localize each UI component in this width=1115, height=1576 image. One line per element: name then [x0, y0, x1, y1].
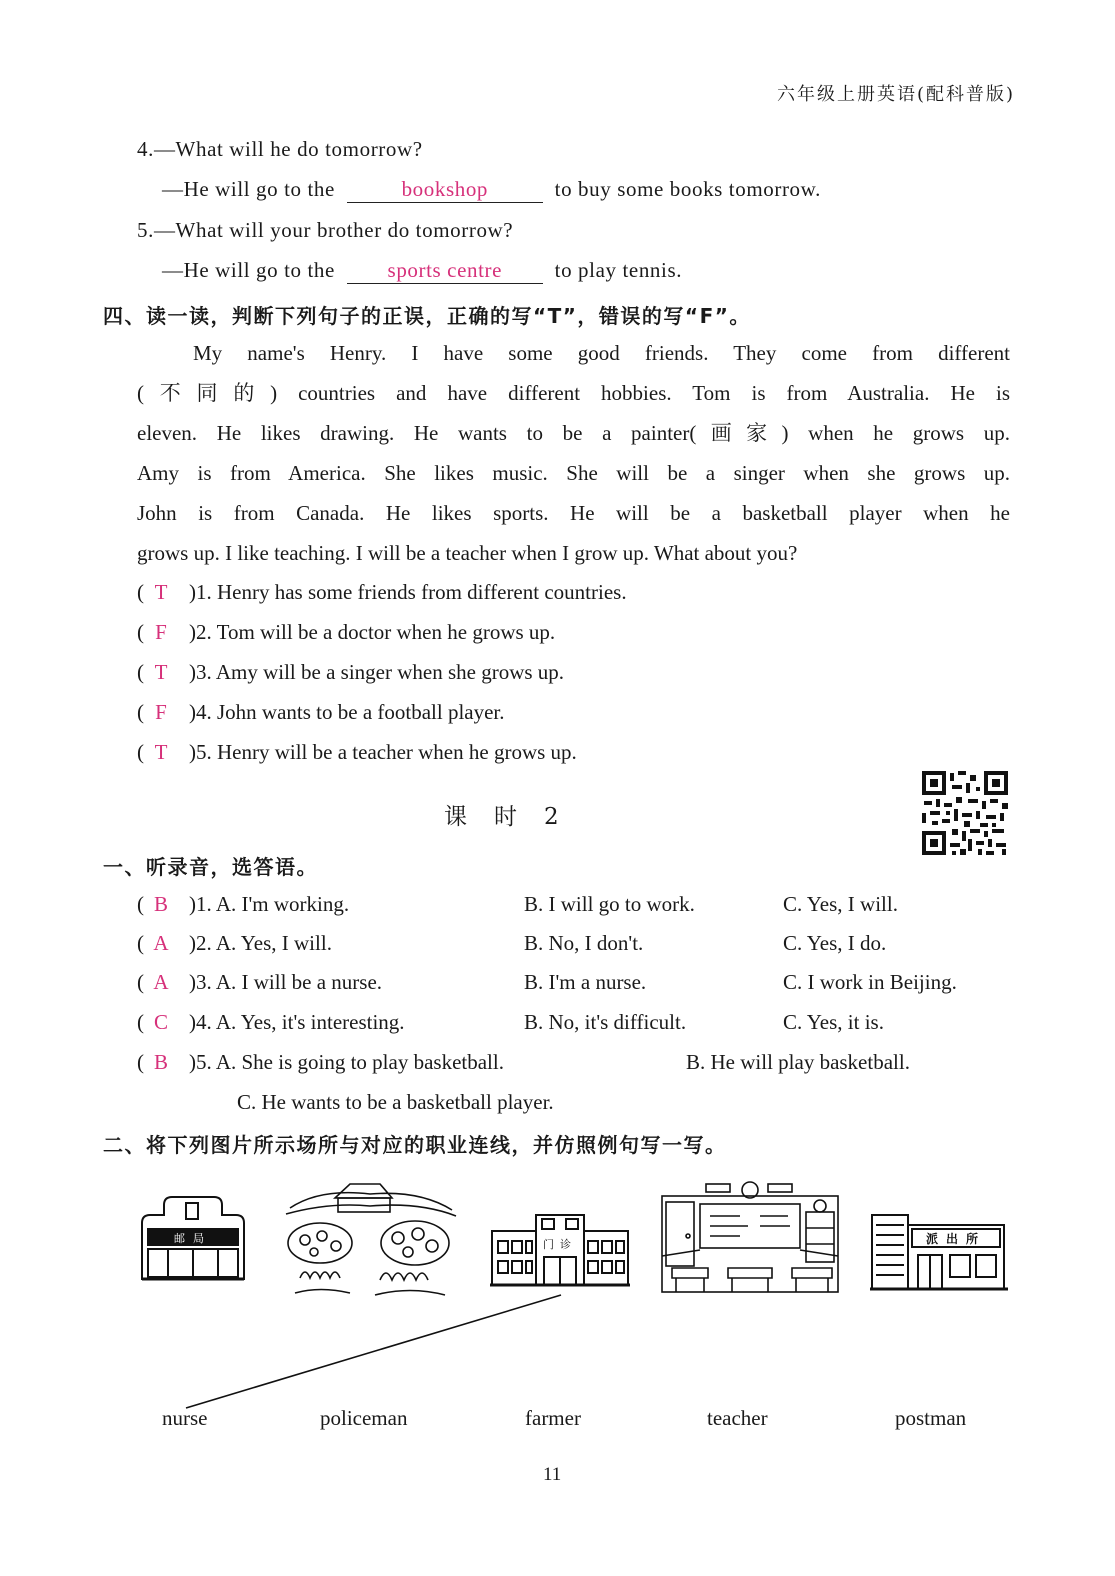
post-office-picture — [138, 1193, 248, 1281]
q5-question: 5.—What will your brother do tomorrow? — [137, 218, 514, 242]
classroom-picture — [660, 1178, 840, 1296]
matching-heading: 二、将下列图片所示场所与对应的职业连线，并仿照例句写一写。 — [103, 1133, 727, 1157]
job-nurse[interactable]: nurse — [162, 1406, 208, 1430]
tf-item-3: ( T )3. Amy will be a singer when she grows up. — [137, 660, 565, 684]
clinic-picture — [490, 1213, 630, 1288]
reading-passage — [137, 333, 1010, 573]
listen-answer: A — [153, 931, 169, 955]
tf-answer: F — [155, 700, 167, 724]
job-policeman[interactable]: policeman — [320, 1406, 408, 1430]
qr-code-icon[interactable] — [920, 769, 1010, 857]
example-match-line — [180, 1290, 570, 1415]
tf-answer: T — [154, 660, 168, 684]
passage-line: (不同的) countries and have different hobbies. Tom is from Australia. He is — [137, 381, 1010, 405]
listen-item-2: ( A )2. A. Yes, I will. B. No, I don't. C. Yes, I do. — [137, 931, 887, 955]
listen-answer: B — [153, 1050, 168, 1074]
tf-answer: F — [155, 620, 167, 644]
post-office-sign: 邮局 — [174, 1232, 212, 1245]
listen-item-5-option-c: C. He wants to be a basketball player. — [237, 1090, 554, 1114]
tf-answer: T — [154, 580, 168, 604]
listen-answer: B — [153, 892, 168, 916]
tf-item-5: ( T )5. Henry will be a teacher when he grows up. — [137, 740, 577, 764]
listen-answer: A — [153, 970, 169, 994]
tf-item-1: ( T )1. Henry has some friends from different countries. — [137, 580, 627, 604]
section4-heading: 四、读一读，判断下列句子的正误，正确的写“T”，错误的写“F”。 — [103, 304, 751, 328]
police-station-picture — [870, 1211, 1008, 1291]
lesson-title: 课 时 2 — [444, 804, 561, 830]
tf-item-4: ( F )4. John wants to be a football player. — [137, 700, 505, 724]
tf-item-2: ( F )2. Tom will be a doctor when he grows up. — [137, 620, 556, 644]
listen-item-4: ( C )4. A. Yes, it's interesting. B. No, it's difficult. C. Yes, it is. — [137, 1010, 884, 1034]
passage-line: John is from Canada. He likes sports. He will be a basketball player when he — [137, 501, 1010, 525]
job-teacher[interactable]: teacher — [707, 1406, 768, 1430]
listen-item-3: ( A )3. A. I will be a nurse. B. I'm a nurse. C. I work in Beijing. — [137, 970, 957, 994]
q4-question: 4.—What will he do tomorrow? — [137, 137, 423, 161]
job-farmer[interactable]: farmer — [525, 1406, 581, 1430]
q4-blank: bookshop — [347, 177, 543, 203]
clinic-sign: 门诊 — [543, 1238, 577, 1251]
passage-line: grows up. I like teaching. I will be a teacher when I grow up. What about you? — [137, 541, 798, 565]
listen-heading: 一、听录音，选答语。 — [103, 855, 318, 879]
listen-answer: C — [153, 1010, 168, 1034]
farm-picture — [280, 1168, 460, 1303]
q5-answer: —He will go to the sports centre to play tennis. — [162, 258, 683, 282]
tf-answer: T — [154, 740, 168, 764]
book-title: 六年级上册英语(配科普版) — [776, 84, 1015, 105]
passage-line: Amy is from America. She likes music. She will be a singer when she grows up. — [137, 461, 1010, 485]
q5-blank: sports centre — [347, 258, 543, 284]
job-postman[interactable]: postman — [895, 1406, 967, 1430]
q4-answer: —He will go to the bookshop to buy some books tomorrow. — [162, 177, 821, 201]
police-station-sign: 派出所 — [925, 1232, 987, 1246]
page-number: 11 — [543, 1464, 562, 1485]
listen-item-5: ( B )5. A. She is going to play basketball. B. He will play basketball. — [137, 1050, 910, 1074]
passage-line: eleven. He likes drawing. He wants to be a painter(画家) when he grows up. — [137, 421, 1010, 445]
passage-line: My name's Henry. I have some good friends. They come from different — [193, 341, 1010, 365]
listen-item-1: ( B )1. A. I'm working. B. I will go to work. C. Yes, I will. — [137, 892, 898, 916]
